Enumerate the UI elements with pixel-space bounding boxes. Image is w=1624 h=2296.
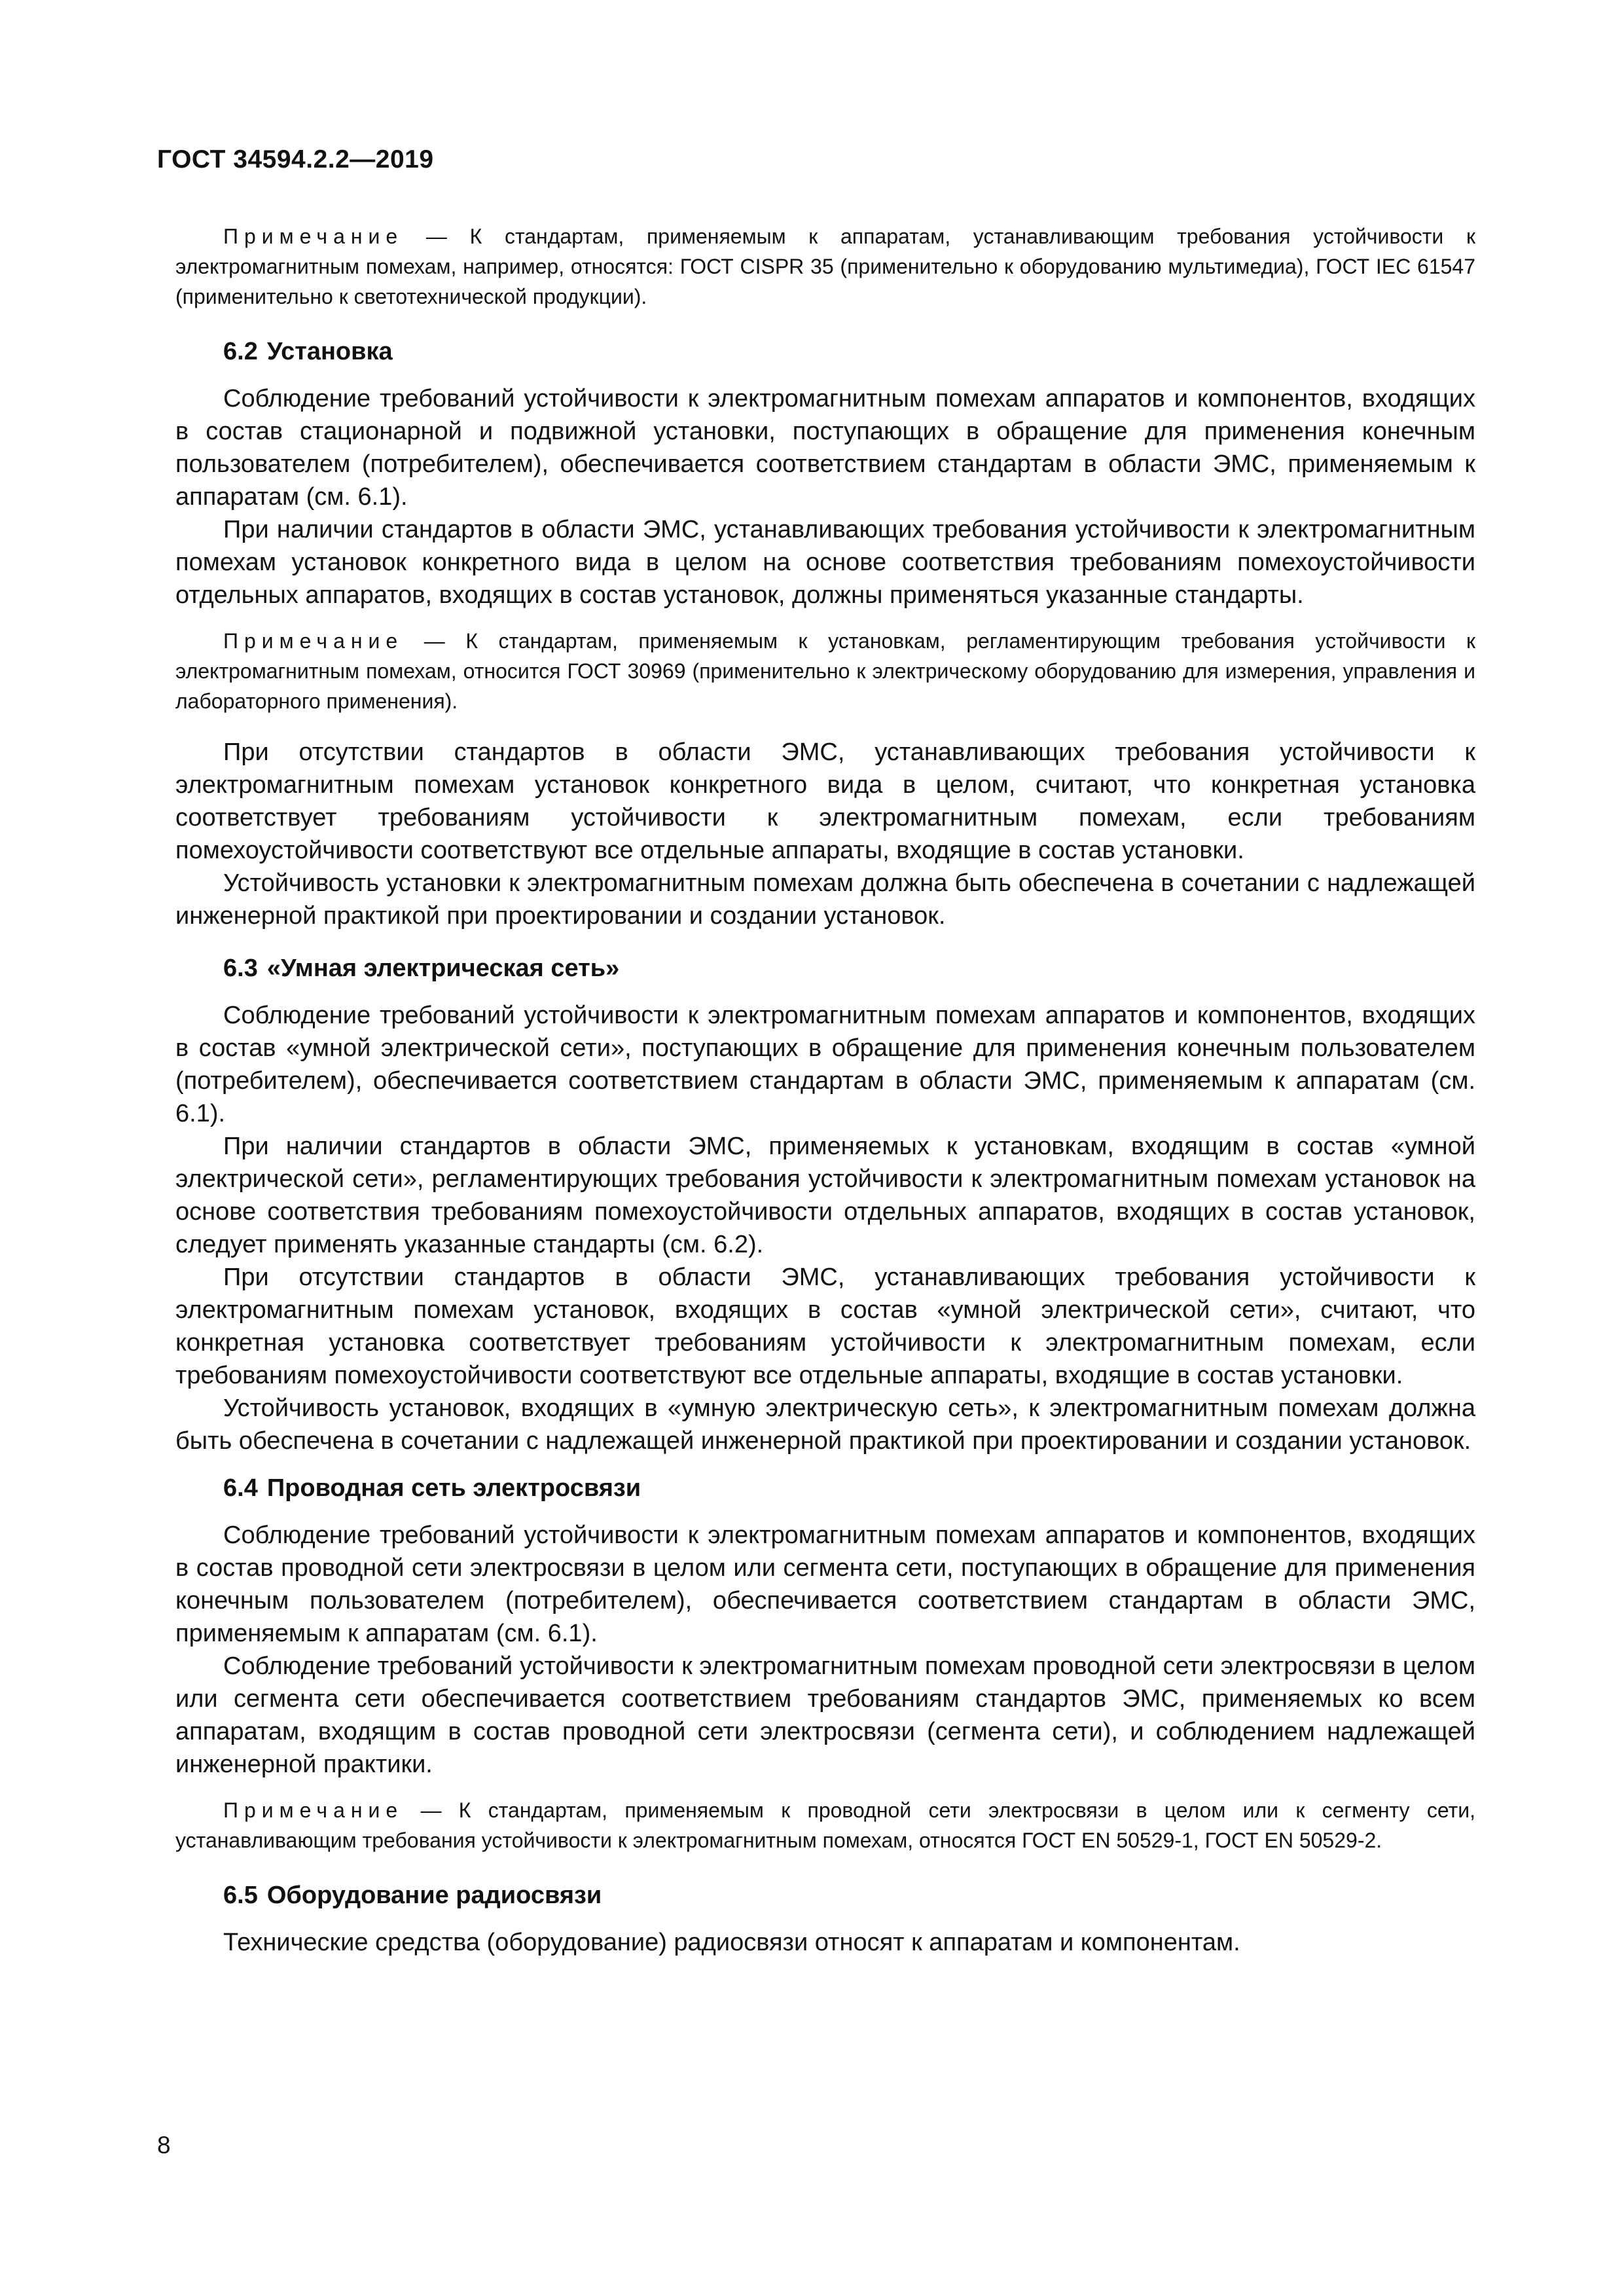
section-number: 6.5 [223,1882,258,1909]
body-paragraph: Соблюдение требований устойчивости к электромагнитным помехам аппаратов и компонентов, входящих в состав стационарной и подвижной установки, поступающих в обращение для применения конечным пользователем (потребителем), обеспечивается соответствием стандартам в области ЭМС, применяемым к аппаратам (см. 6.1). [175,385,1475,511]
section-heading-6-4 [175,1472,1475,1504]
body-paragraph: При отсутствии стандартов в области ЭМС, устанавливающих требования устойчивости к электромагнитным помехам установок, входящих в состав «умной электрической сети», считают, что конкретная установка соответствует требованиям устойчивости к электромагнитным помехам, если требованиям помехоустойчивости соответствуют все отдельные аппараты, входящие в состав установки. [175,1264,1475,1389]
body-paragraph: При отсутствии стандартов в области ЭМС, устанавливающих требования устойчивости к электромагнитным помехам установок конкретного вида в целом, считают, что конкретная установка соответствует требованиям устойчивости к электромагнитным помехам, если требованиям помехоустойчивости соответствуют все отдельные аппараты, входящие в состав установки. [175,738,1475,864]
body-paragraph: Соблюдение требований устойчивости к электромагнитным помехам аппаратов и компонентов, входящих в состав «умной электрической сети», поступающих в обращение для применения конечным пользователем (потребителем), обеспечивается соответствием стандартам в области ЭМС, применяемым к аппаратам (см. 6.1). [175,1002,1475,1127]
page-number: 8 [157,2132,171,2159]
note-label: Примечание [223,629,404,653]
note-paragraph [175,1795,1475,1855]
section-title: Оборудование радиосвязи [266,1882,602,1909]
note-text: К стандартам, применяемым к установкам, регламентирующим требования устойчивости к электромагнитным помехам, относится ГОСТ 30969 (применительно к электрическому оборудованию для измерения, управления и лабораторного применения). [175,629,1476,713]
note-paragraph [175,221,1475,312]
document-body [175,221,1475,1959]
section-title: «Умная электрическая сеть» [266,955,620,982]
note-dash: — [403,225,470,248]
note-label: Примечание [223,1798,404,1822]
section-number: 6.3 [223,955,258,982]
body-paragraph: Соблюдение требований устойчивости к электромагнитным помехам проводной сети электросвязи в целом или сегмента сети обеспечивается соответствием требованиям стандартов ЭМС, применяемых ко всем аппаратам, входящим в состав проводной сети электросвязи (сегмента сети), и соблюдением надлежащей инженерной практики. [175,1652,1475,1778]
note-text: К стандартам, применяемым к проводной сети электросвязи в целом или к сегменту сети, устанавливающим требования устойчивости к электромагнитным помехам, относятся ГОСТ EN 50529-1, ГОСТ EN 50529-2. [175,1798,1476,1852]
section-number: 6.2 [223,338,258,365]
section-title: Проводная сеть электросвязи [266,1474,641,1502]
note-text: К стандартам, применяемым к аппаратам, устанавливающим требования устойчивости к электромагнитным помехам, например, относятся: ГОСТ CISPR 35 (применительно к оборудованию мультимедиа), ГОСТ IEC 61547 (применительно к светотехнической продукции). [175,225,1476,308]
body-paragraph: При наличии стандартов в области ЭМС, устанавливающих требования устойчивости к электромагнитным помехам установок конкретного вида в целом на основе соответствия требованиям помехоустойчивости отдельных аппаратов, входящих в состав установок, должны применяться указанные стандарты. [175,516,1475,609]
section-title: Установка [266,338,393,365]
section-heading-6-5 [175,1879,1475,1912]
section-heading-6-3 [175,952,1475,985]
note-dash: — [403,1798,459,1822]
note-paragraph [175,626,1475,716]
note-label: Примечание [223,225,404,248]
body-paragraph: Устойчивость установки к электромагнитным помехам должна быть обеспечена в сочетании с надлежащей инженерной практикой при проектировании и создании установок. [175,869,1475,930]
body-paragraph: При наличии стандартов в области ЭМС, применяемых к установкам, входящим в состав «умной электрической сети», регламентирующих требования устойчивости к электромагнитным помехам установок на основе соответствия требованиям помехоустойчивости отдельных аппаратов, входящих в состав установок, следует применять указанные стандарты (см. 6.2). [175,1133,1475,1258]
section-number: 6.4 [223,1474,258,1502]
body-paragraph: Соблюдение требований устойчивости к электромагнитным помехам аппаратов и компонентов, входящих в состав проводной сети электросвязи в целом или сегмента сети, поступающих в обращение для применения конечным пользователем (потребителем), обеспечивается соответствием стандартам в области ЭМС, применяемым к аппаратам (см. 6.1). [175,1522,1475,1647]
section-heading-6-2 [175,335,1475,368]
note-dash: — [403,629,466,653]
body-paragraph: Технические средства (оборудование) радиосвязи относят к аппаратам и компонентам. [223,1929,1240,1956]
document-code-header: ГОСТ 34594.2.2—2019 [157,145,434,173]
body-paragraph: Устойчивость установок, входящих в «умную электрическую сеть», к электромагнитным помехам должна быть обеспечена в сочетании с надлежащей инженерной практикой при проектировании и создании установок. [175,1394,1475,1455]
